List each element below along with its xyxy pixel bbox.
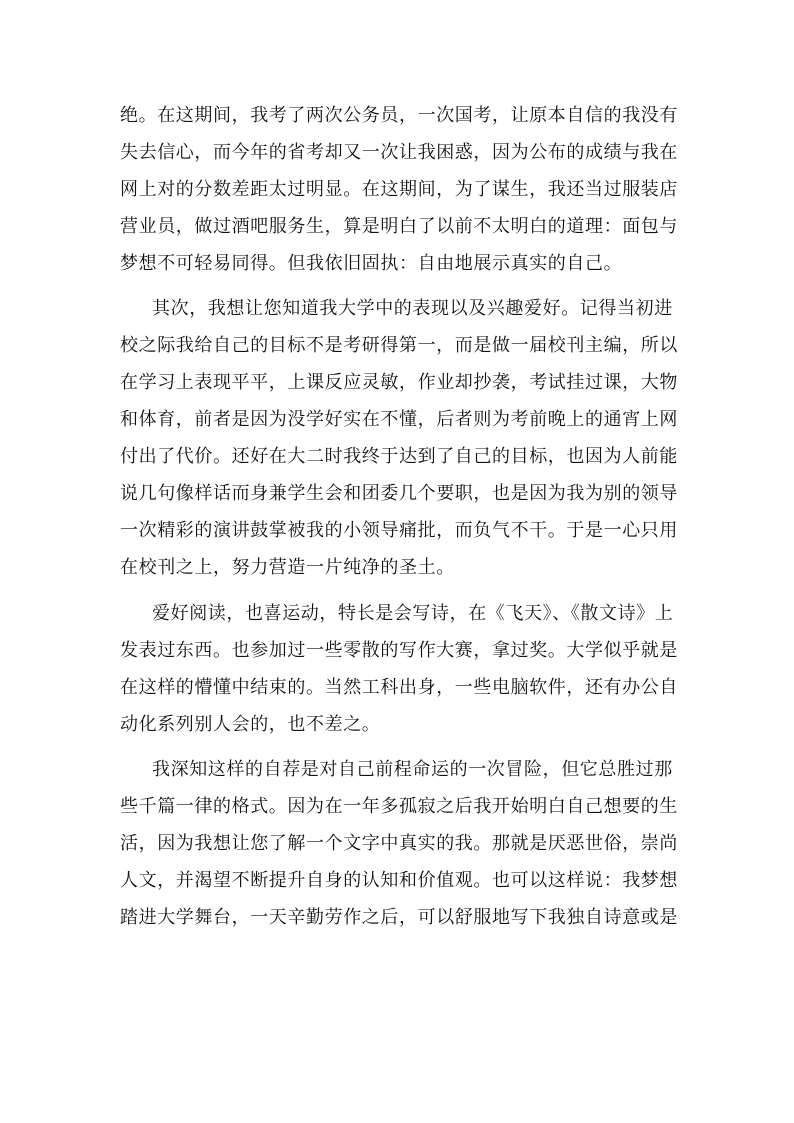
text-line: 失去信心，而今年的省考却又一次让我困惑，因为公布的成绩与我在	[120, 142, 678, 163]
text-line: 付出了代价。还好在大二时我终于达到了自己的目标，也因为人前能	[120, 446, 678, 467]
text-line: 说几句像样话而身兼学生会和团委几个要职，也是因为我为别的领导	[120, 483, 678, 504]
text-line: 踏进大学舞台，一天辛勤劳作之后，可以舒服地写下我独自诗意或是	[120, 907, 678, 928]
text-line: 在校刊之上，努力营造一片纯净的圣土。	[120, 557, 455, 578]
text-line: 人文，并渴望不断提升自身的认知和价值观。也可以这样说：我梦想	[120, 870, 678, 891]
text-line: 网上对的分数差距太过明显。在这期间，为了谋生，我还当过服装店	[120, 179, 678, 200]
text-line: 我深知这样的自荐是对自己前程命运的一次冒险，但它总胜过那	[152, 759, 673, 780]
text-line: 动化系列别人会的，也不差之。	[120, 714, 381, 735]
text-line: 发表过东西。也参加过一些零散的写作大赛，拿过奖。大学似乎就是	[120, 640, 678, 661]
text-line: 其次，我想让您知道我大学中的表现以及兴趣爱好。记得当初进	[152, 298, 673, 319]
text-line: 校之际我给自己的目标不是考研得第一，而是做一届校刊主编，所以	[120, 335, 678, 356]
text-line: 爱好阅读，也喜运动，特长是会写诗，在《飞天》、《散文诗》上	[152, 603, 674, 624]
text-line: 些千篇一律的格式。因为在一年多孤寂之后我开始明白自己想要的生	[120, 796, 678, 817]
text-line: 在学习上表现平平，上课反应灵敏，作业却抄袭，考试挂过课，大物	[120, 372, 678, 393]
text-line: 梦想不可轻易同得。但我依旧固执：自由地展示真实的自己。	[120, 253, 623, 274]
text-line: 绝。在这期间，我考了两次公务员，一次国考，让原本自信的我没有	[120, 105, 678, 126]
text-line: 营业员，做过酒吧服务生，算是明白了以前不太明白的道理：面包与	[120, 216, 678, 237]
text-line: 在这样的懵懂中结束的。当然工科出身，一些电脑软件，还有办公自	[120, 677, 678, 698]
text-line: 和体育，前者是因为没学好实在不懂，后者则为考前晚上的通宵上网	[120, 409, 678, 430]
text-line: 活，因为我想让您了解一个文字中真实的我。那就是厌恶世俗，崇尚	[120, 833, 678, 854]
text-line: 一次精彩的演讲鼓掌被我的小领导痛批，而负气不干。于是一心只用	[120, 520, 678, 541]
